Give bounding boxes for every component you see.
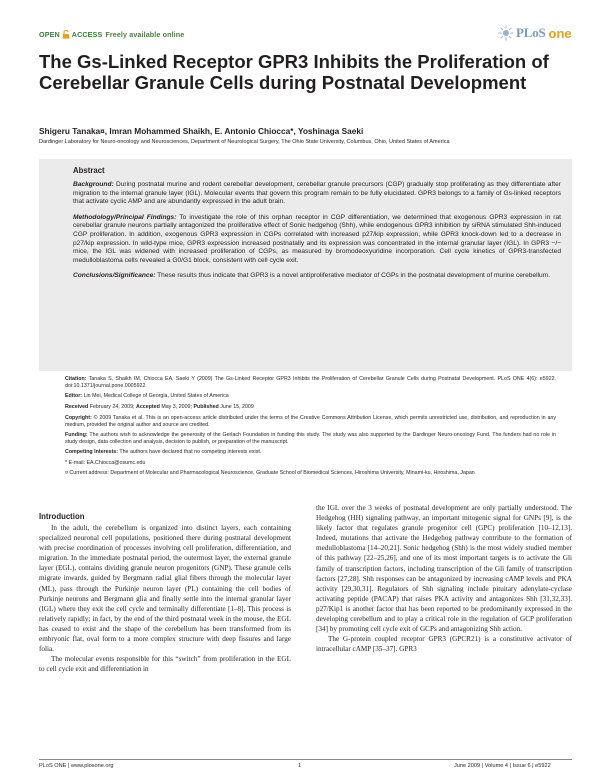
competing-label: Competing Interests:: [65, 449, 118, 455]
citation-label: Citation:: [65, 376, 87, 382]
page-number: 1: [298, 763, 302, 769]
copyright-label: Copyright:: [65, 415, 92, 421]
funding-text: The authors wish to acknowledge the generosity of the Gerlach Foundation in funding this study. The study was also supported by the Dardinger Neuro-oncology Fund. The funders had no role in study design, data collection and analysis, decision to publish, or preparation of the manuscript.: [65, 432, 556, 445]
conclusions-text: These results thus indicate that GPR3 is a novel antiproliferative mediator of CGPs in the postnatal development of murine cerebellum.: [157, 272, 551, 280]
copyright-block: [65, 415, 556, 429]
abstract-background: [73, 181, 561, 207]
published-label: Published: [193, 404, 219, 410]
competing-interests-block: [65, 449, 556, 456]
journal-logo: [498, 25, 572, 41]
freely-available-label: Freely available online: [105, 30, 185, 39]
intro-paragraph-4: The G-protein coupled receptor GPR3 (GPCR21) is a constitutive activator of intracellular cAMP [35–37]. GPR3: [316, 635, 572, 654]
article-title: The Gs-Linked Receptor GPR3 Inhibits the Proliferation of Cerebellar Granule Cells during Postnatal Development: [39, 51, 549, 93]
footer-journal: PLoS ONE | www.plosone.org: [39, 763, 114, 769]
background-label: Background:: [73, 181, 114, 188]
intro-paragraph-3: the IGL over the 3 weeks of postnatal development are only partially understood. The Hedgehog (HH) signaling pathway, an important mitogenic signal for GNPs [9], is the likely factor that regulates granule progenitor cell (GPC) proliferation [10–12,13]. Indeed, mutations that activate the Hedgehog pathway contribute to the formation of medulloblastoma [14–20,21]. Sonic hedgehog (Shh) is the most widely studied member of this pathway [22–25,26], and one of its most important targets is to activate the Gli family of transcription factors, including transcription of the Gli family of transcription factors [27,28]. Shh responses can be antagonized by increasing cAMP levels and PKA activity [29,30,31]. Regulators of Shh signaling include pituitary adenylate-cyclase activating peptide (PACAP) that raises PKA activity and antagonizes Shh [31,32,33]. p27/Kip1 is another factor that has been reported to be predominantly expressed in the developing cerebellum and to play a critical role in the regulation of GCP proliferation [34] by promoting cell cycle exit of GCPs and antagonizing Shh action.: [316, 504, 572, 634]
methods-text: To investigate the role of this orphan receptor in CGP differentiation, we determined that exogenous GPR3 expression in rat cerebellar granule neurons partially antagonized the proliferative effect of Sonic hedgehog (Shh), while endogenous GPR3 inhibition by siRNA stimulated Shh-induced CGP proliferation. In addition, exogenous GPR3 expression in CGPs correlated with increased p27/kip expression, while GPR3 knock-down led to a decrease in p27/kip expression. In wild-type mice, GPR3 expression increased postnatally and its expression was concentrated in the internal granular layer (IGL). In GPR3 −/− mice, the IGL was widened with increased proliferation of CGPs, as measured by bromodeoxyuridine incorporation. Cell cycle kinetics of GPR3-transfected medulloblastoma cells revealed a G0/G1 block, consistent with cell cycle exit.: [73, 213, 561, 264]
one-wordmark: one: [548, 25, 572, 41]
open-access-banner: [39, 30, 184, 39]
conclusions-label: Conclusions/Significance:: [73, 272, 156, 280]
funding-label: Funding:: [65, 432, 88, 438]
received-label: Received: [65, 404, 89, 410]
open-access-lock-icon: [62, 30, 70, 39]
footer-rule: [39, 759, 572, 760]
plos-wordmark: PLoS: [516, 25, 546, 40]
open-label: OPEN: [39, 30, 60, 39]
footer-issue: June 2009 | Volume 4 | Issue 6 | e5922: [454, 763, 551, 769]
body-column-left: [39, 523, 291, 674]
methods-label: Methodology/Principal Findings:: [73, 213, 177, 221]
abstract-heading: Abstract: [73, 166, 105, 175]
competing-text: The authors have declared that no competing interests exist.: [119, 449, 262, 455]
affiliation: Dardinger Laboratory for Neuro-oncology and Neurosciences, Department of Neurological Surgery, The Ohio State University, Columbus, Ohio, United States of America: [39, 139, 450, 145]
abstract-conclusions: [73, 272, 561, 281]
accepted-label: Accepted: [136, 404, 160, 410]
current-address: ¤ Current address: Department of Molecular and Pharmacological Neuroscience, Graduate School of Biomedical Sciences, Hiroshima University, Minami-ku, Hiroshima, Japan: [65, 470, 475, 476]
editor-label: Editor:: [65, 393, 83, 399]
abstract-box: [39, 159, 572, 371]
intro-paragraph-2: The molecular events responsible for this “switch” from proliferation in the EGL to cell cycle exit and differentiation in: [39, 655, 291, 674]
abstract-methods: [73, 214, 561, 266]
author-list: Shigeru Tanaka¤, Imran Mohammed Shaikh, E. Antonio Chiocca*, Yoshinaga Saeki: [39, 126, 364, 136]
access-label: ACCESS: [71, 30, 103, 39]
received-date: February 24, 2009;: [89, 404, 135, 410]
introduction-heading: Introduction: [39, 512, 85, 521]
citation-block: [65, 376, 556, 390]
body-column-right: [316, 503, 572, 654]
intro-paragraph-1: In the adult, the cerebellum is organized into distinct layers, each containing specialized neuronal cell populations, positioned there during postnatal development with precise coordination of processes involving cell proliferation, differentiation, and migration. In the immediate postnatal period, the outermost layer, the external granule layer (EGL), contains dividing granule neuron progenitors (GNP). These granule cells migrate inwards, guided by Bergmann radial glial fibers through the molecular layer (ML), pass through the Purkinje neuron layer (PL) containing the cell bodies of Purkinje neurons and Bergmann glia and finally settle into the internal granular layer (IGL) where they exit the cell cycle and terminally differentiate [1–8]. This process is relatively rapidly; in fact, by the end of the third postnatal week in the mouse, the EGL has ceased to exist and the shape of the cerebellum has been transformed from its embryonic flat, oval form to a more complex structure with deep fissures and large folia.: [39, 524, 291, 654]
editor-text: Lin Mei, Medical College of Georgia, United States of America: [83, 393, 229, 399]
plos-sun-icon: [498, 25, 514, 41]
dates-block: [65, 404, 556, 411]
citation-text: Tanaka S, Shaikh IM, Chiocca EA, Saeki Y (2009) The Gs-Linked Receptor GPR3 Inhibits the Proliferation of Cerebellar Granule Cells during Postnatal Development. PLoS ONE 4(6): e5922. doi:10.1371/journal.pone.0005922: [65, 376, 556, 389]
funding-block: [65, 432, 556, 446]
copyright-text: © 2009 Tanaka et al. This is an open-access article distributed under the terms of the Creative Commons Attribution License, which permits unrestricted use, distribution, and reproduction in any medium, provided the original author and source are credited.: [65, 415, 556, 428]
published-date: June 15, 2009: [220, 404, 254, 410]
background-text: During postnatal murine and rodent cerebellar development, cerebellar granule precursors (CGP) gradually stop proliferating as they differentiate after migration to the internal granule layer (IGL). Molecular events that govern this program remain to be fully elucidated. GPR3 belongs to a family of Gs-linked receptors that activate cyclic AMP and are abundantly expressed in the adult brain.: [73, 181, 561, 206]
email-line: * E-mail: EA.Chiocca@osumc.edu: [65, 460, 146, 466]
accepted-date: May 3, 2009;: [161, 404, 192, 410]
editor-block: [65, 393, 556, 400]
